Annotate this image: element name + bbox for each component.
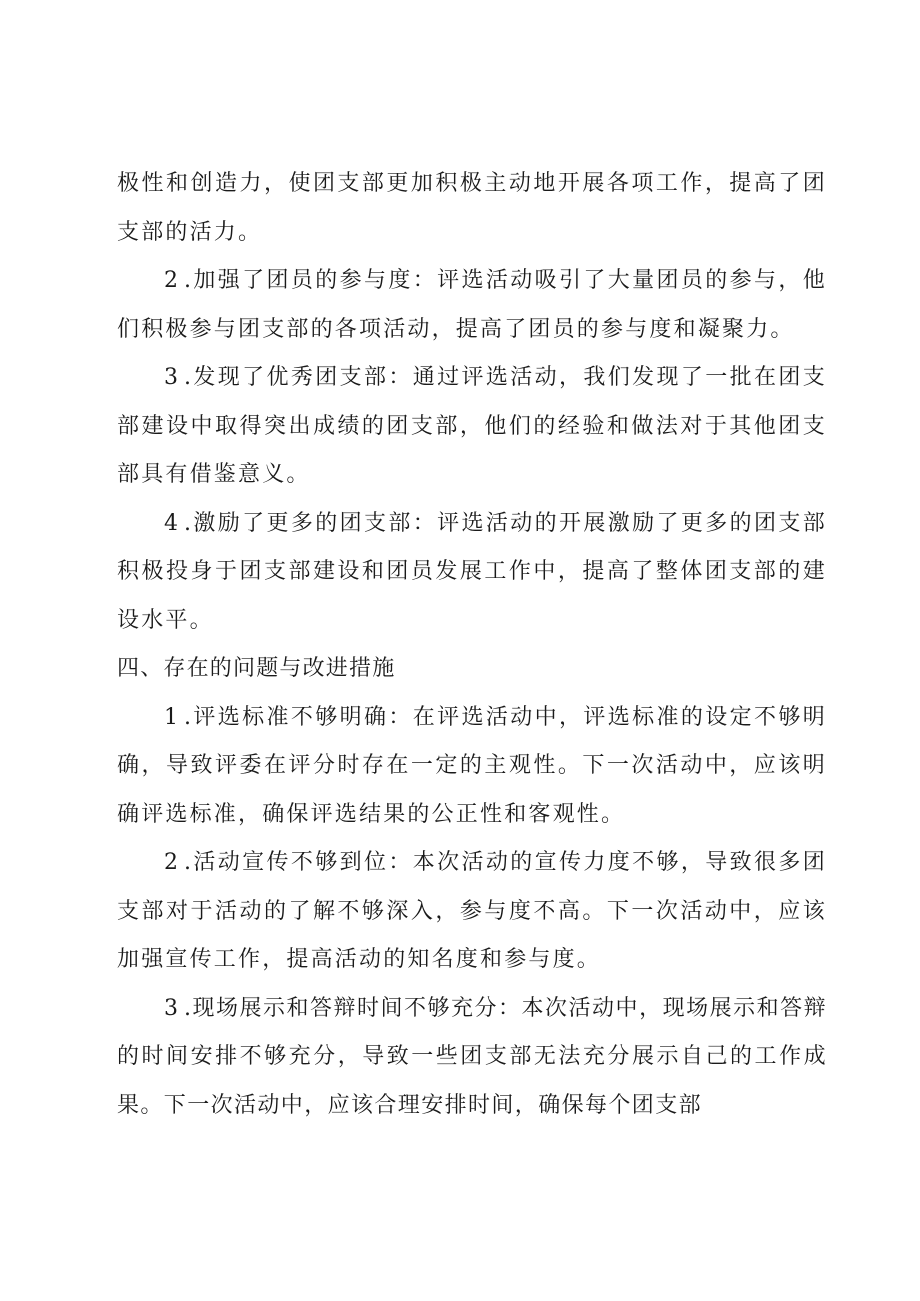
item-text: .评选标准不够明确：在评选活动中，评选标准的设定不够明确，导致评委在评分时存在一定的主观性。下一次活动中，应该明确评选标准，确保评选结果的公正性和客观性。 [117, 704, 827, 827]
item-text: .发现了优秀团支部：通过评选活动，我们发现了一批在团支部建设中取得突出成绩的团支部，他们的经验和做法对于其他团支部具有借鉴意义。 [117, 365, 827, 487]
item-number: 3 [164, 995, 178, 1021]
item-number: 1 [164, 704, 178, 730]
issue-item-2 [117, 839, 827, 985]
section-heading: 四、存在的问题与改进措施 [117, 656, 396, 681]
item-text: .加强了团员的参与度：评选活动吸引了大量团员的参与，他们积极参与团支部的各项活动，提高了团员的参与度和凝聚力。 [117, 268, 827, 342]
item-number: 3 [164, 365, 178, 390]
result-item-3 [117, 354, 827, 500]
result-item-2 [117, 257, 827, 354]
issue-item-3 [117, 985, 827, 1131]
item-number: 2 [164, 850, 178, 875]
item-number: 2 [164, 268, 178, 293]
item-text: .现场展示和答辩时间不够充分：本次活动中，现场展示和答辩的时间安排不够充分，导致一些团支部无法充分展示自己的工作成果。下一次活动中，应该合理安排时间，确保每个团支部 [117, 995, 827, 1118]
paragraph-text: 极性和创造力，使团支部更加积极主动地开展各项工作，提高了团支部的活力。 [117, 171, 827, 245]
item-number: 4 [164, 510, 178, 536]
result-item-4 [117, 500, 827, 646]
issue-item-1 [117, 694, 827, 840]
document-body [117, 160, 827, 1130]
item-text: .活动宣传不够到位：本次活动的宣传力度不够，导致很多团支部对于活动的了解不够深入，参与度不高。下一次活动中，应该加强宣传工作，提高活动的知名度和参与度。 [117, 850, 827, 972]
paragraph-continuation [117, 160, 827, 257]
item-text: .激励了更多的团支部：评选活动的开展激励了更多的团支部积极投身于团支部建设和团员发展工作中，提高了整体团支部的建设水平。 [117, 510, 827, 633]
